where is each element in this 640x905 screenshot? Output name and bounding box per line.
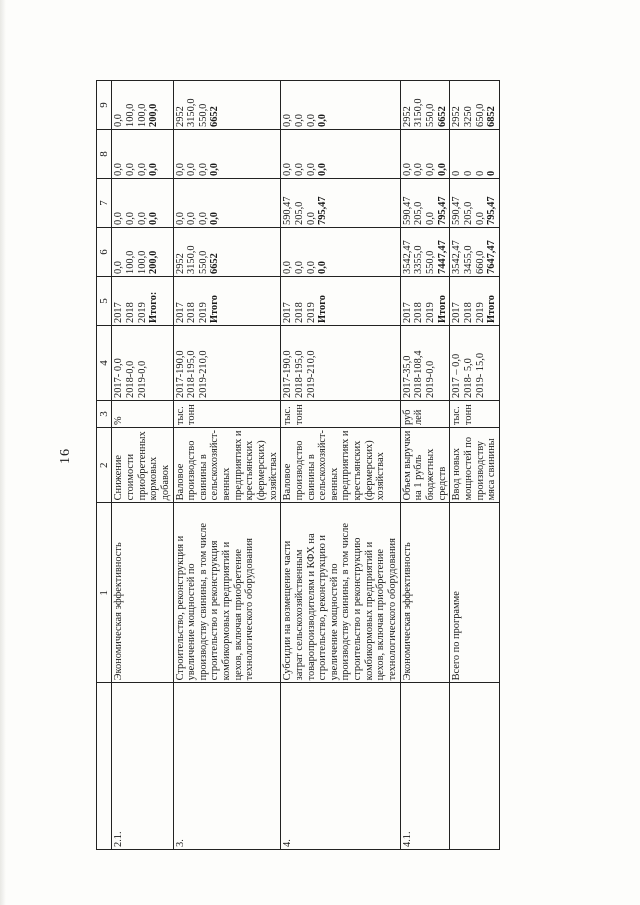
unit-label: руб лей — [401, 409, 425, 425]
value-cell — [112, 81, 173, 130]
unit-cell — [400, 401, 450, 428]
cell-line: 590,47 — [451, 196, 463, 225]
cell-line: комбикормовых предприятий и — [363, 541, 375, 681]
header-cell: 8 — [97, 130, 112, 179]
cell-line: 0,0 — [282, 163, 294, 176]
cell-line: (фермерских) — [363, 440, 375, 501]
cell-line: 2019-210,0 — [197, 350, 209, 398]
cell-line: Итого — [436, 295, 448, 323]
target-values-cell — [400, 326, 450, 401]
activity-cell — [281, 503, 400, 683]
cell-line: 0,0 — [282, 261, 294, 274]
cell-line: 205,0 — [413, 201, 425, 225]
target-values-cell — [173, 326, 281, 401]
header-cell: 3 — [97, 401, 112, 428]
value-cell — [281, 228, 400, 277]
cell-line: 0,0 — [113, 212, 125, 225]
cell-line: 0,0 — [148, 212, 160, 225]
cell-line: 2018 — [124, 302, 136, 323]
cell-line: 0,0 — [174, 163, 186, 176]
cell-line: 2952 — [174, 106, 186, 127]
target-values-cell — [281, 326, 400, 401]
cell-line: 2019- 15,0 — [474, 352, 486, 398]
cell-line: 0,0 — [293, 261, 305, 274]
cell-line: 6652 — [209, 106, 221, 127]
cell-line: затрат сельскохозяйственным — [293, 549, 305, 681]
cell-line: 3150,0 — [186, 245, 198, 274]
header-cell: 2 — [97, 428, 112, 503]
cell-line: 0,0 — [317, 114, 329, 127]
cell-line: производству свинины, в том числе — [340, 523, 352, 681]
cell-line: 0,0 — [124, 212, 136, 225]
value-cell — [112, 179, 173, 228]
cell-line: 6652 — [209, 253, 221, 274]
cell-line: 3542,47 — [401, 240, 413, 274]
cell-line: строительство и реконструкция — [209, 540, 221, 681]
value-cell — [400, 179, 450, 228]
cell-line: 550,0 — [197, 250, 209, 274]
cell-line: Итого: — [148, 291, 160, 323]
cell-line: 0,0 — [113, 163, 125, 176]
row-number-cell — [281, 683, 400, 850]
cell-line: средств — [436, 466, 448, 501]
scan-edge — [0, 0, 6, 905]
cell-line: Ввод новых — [451, 448, 463, 501]
header-cell: 1 — [97, 503, 112, 683]
cell-line: 2017 – 0,0 — [451, 353, 463, 398]
cell-line: Строительство, реконструкция и — [174, 535, 186, 681]
cell-line: 0,0 — [136, 212, 148, 225]
cell-line: 0 — [462, 170, 474, 176]
cell-line: строительство, реконструкцию и — [317, 535, 329, 681]
cell-line: 550,0 — [197, 103, 209, 127]
cell-line: 0,0 — [209, 212, 221, 225]
cell-line: 795,47 — [436, 196, 448, 225]
value-cell — [173, 277, 281, 326]
cell-line: 0,0 — [424, 163, 436, 176]
indicator-cell — [450, 428, 500, 503]
unit-label: тыс. тонн — [282, 404, 305, 425]
cell-line: 205,0 — [293, 201, 305, 225]
row-number: 4. — [282, 839, 294, 847]
cell-line: 2018-0,0 — [124, 360, 136, 398]
value-cell — [400, 81, 450, 130]
cell-line: 100,0 — [124, 250, 136, 274]
cell-line: 0,0 — [293, 114, 305, 127]
cell-line: 0,0 — [413, 163, 425, 176]
unit-cell — [281, 401, 400, 428]
cell-line: 0,0 — [209, 163, 221, 176]
cell-line: 2018- 5,0 — [462, 358, 474, 398]
value-cell — [173, 179, 281, 228]
cell-line: предприятиях и — [232, 430, 244, 501]
rotated-table-wrapper — [96, 80, 596, 850]
value-cell — [281, 179, 400, 228]
row-number: 2.1. — [113, 831, 125, 847]
cell-line: производству — [474, 440, 486, 501]
row-number: 3. — [174, 839, 186, 847]
cell-line: на 1 рубль — [413, 454, 425, 501]
cell-line: крестьянских — [352, 440, 364, 501]
cell-line: 2018 — [186, 302, 198, 323]
value-cell — [112, 130, 173, 179]
cell-line: 0,0 — [197, 163, 209, 176]
cell-line: (фермерских) — [256, 440, 267, 501]
cell-line: 2018 — [462, 302, 474, 323]
cell-line: производство — [293, 440, 305, 501]
cell-line: Объем выручки — [401, 430, 413, 501]
cell-line: 3250 — [462, 106, 474, 127]
cell-line: Снижение — [113, 454, 125, 501]
cell-line: цехов, включая приобретение — [375, 549, 387, 681]
cell-line: 2017-190,0 — [282, 350, 294, 398]
cell-line: Итого — [486, 295, 498, 323]
cell-line: 3150,0 — [186, 98, 198, 127]
cell-line: 0,0 — [474, 212, 486, 225]
indicator-cell — [281, 428, 400, 503]
cell-line: мяса свинины — [486, 438, 498, 501]
cell-line: 2018-108,4 — [413, 350, 425, 398]
cell-line: 550,0 — [424, 103, 436, 127]
cell-line: сельскохозяйст- — [209, 430, 221, 501]
row-number-cell — [112, 683, 173, 850]
cell-line: 0,0 — [401, 163, 413, 176]
cell-line: добавок — [159, 464, 171, 501]
cell-line: 3542,47 — [451, 240, 463, 274]
cell-line: 2019-0,0 — [424, 360, 436, 398]
cell-line: Экономическая эффективность — [401, 542, 413, 681]
cell-line: 2017 — [401, 302, 413, 323]
value-cell — [400, 130, 450, 179]
cell-line: строительство и реконструкцию — [352, 537, 364, 681]
cell-line: 3455,0 — [462, 245, 474, 274]
cell-line: предприятиях и — [340, 430, 352, 501]
row-number-cell — [450, 683, 500, 850]
cell-line: 0,0 — [148, 163, 160, 176]
unit-label: тыс. тонн — [451, 404, 474, 425]
value-cell — [450, 228, 500, 277]
value-cell — [112, 277, 173, 326]
cell-line: 0,0 — [305, 163, 317, 176]
cell-line: Всего по программе — [451, 591, 463, 681]
table-row — [400, 81, 450, 850]
value-cell — [173, 228, 281, 277]
row-number-cell — [400, 683, 450, 850]
cell-line: венных — [328, 467, 340, 501]
header-row — [97, 81, 112, 850]
unit-cell — [450, 401, 500, 428]
cell-line: 0,0 — [174, 212, 186, 225]
cell-line: сельскохозяйст- — [317, 430, 329, 501]
unit-label: тыс. тонн — [174, 404, 198, 425]
target-values-cell — [450, 326, 500, 401]
cell-line: Экономическая эффективность — [113, 542, 125, 681]
cell-line: 2019-210,0 — [305, 350, 317, 398]
cell-line: 2952 — [174, 253, 186, 274]
cell-line: 590,47 — [401, 196, 413, 225]
cell-line: 0,0 — [424, 212, 436, 225]
cell-line: 0,0 — [317, 261, 329, 274]
cell-line: 0,0 — [305, 114, 317, 127]
cell-line: 0,0 — [436, 163, 448, 176]
activity-cell — [173, 503, 281, 683]
cell-line: 100,0 — [136, 103, 148, 127]
program-table — [96, 80, 500, 850]
value-cell — [173, 81, 281, 130]
cell-line: приобретенных — [136, 431, 148, 501]
header-cell — [97, 683, 112, 850]
row-number: 4.1. — [401, 831, 413, 847]
cell-line: увеличение мощностей по — [186, 563, 198, 681]
cell-line: 0 — [451, 170, 463, 176]
cell-line: 205,0 — [462, 201, 474, 225]
cell-line: 2018-195,0 — [186, 350, 198, 398]
cell-line: 0,0 — [317, 163, 329, 176]
cell-line: 0,0 — [305, 212, 317, 225]
indicator-cell — [173, 428, 281, 503]
cell-line: 795,47 — [486, 196, 498, 225]
cell-line: 7447,47 — [436, 240, 448, 274]
table-row — [173, 81, 281, 850]
cell-line: 100,0 — [136, 250, 148, 274]
cell-line: 2019 — [474, 302, 486, 323]
cell-line: хозяйствах — [375, 452, 387, 501]
value-cell — [112, 228, 173, 277]
cell-line: 100,0 — [124, 103, 136, 127]
cell-line: 2017 — [451, 302, 463, 323]
unit-cell — [173, 401, 281, 428]
cell-line: 650,0 — [474, 103, 486, 127]
cell-line: 0,0 — [197, 212, 209, 225]
value-cell — [450, 277, 500, 326]
cell-line: производство — [186, 440, 198, 501]
page-number: 16 — [58, 448, 73, 464]
value-cell — [281, 81, 400, 130]
cell-line: Итого — [317, 295, 329, 323]
header-cell: 9 — [97, 81, 112, 130]
cell-line: 2019 — [136, 302, 148, 323]
header-cell: 5 — [97, 277, 112, 326]
cell-line: венных — [221, 467, 233, 501]
cell-line: технологического оборудования — [387, 538, 399, 681]
activity-cell — [450, 503, 500, 683]
table-row — [281, 81, 400, 850]
indicator-cell — [400, 428, 450, 503]
cell-line: 660,0 — [474, 250, 486, 274]
header-cell: 7 — [97, 179, 112, 228]
cell-line: 2019 — [424, 302, 436, 323]
cell-line: 3355,0 — [413, 245, 425, 274]
cell-line: 0 — [486, 170, 498, 176]
target-values-cell — [112, 326, 173, 401]
value-cell — [450, 130, 500, 179]
cell-line: 6652 — [436, 106, 448, 127]
cell-line: 3150,0 — [413, 98, 425, 127]
cell-line: кормовых — [148, 456, 160, 501]
table-row — [112, 81, 173, 850]
table-row — [450, 81, 500, 850]
cell-line: 7647,47 — [486, 240, 498, 274]
cell-line: цехов, включая приобретение — [232, 549, 244, 681]
cell-line: увеличение мощностей по — [328, 563, 340, 681]
cell-line: товаропроизводителям и КФХ на — [305, 533, 317, 681]
cell-line: крестьянских — [244, 440, 256, 501]
unit-cell — [112, 401, 173, 428]
value-cell — [450, 81, 500, 130]
activity-cell — [112, 503, 173, 683]
cell-line: Субсидии на возмещение части — [282, 540, 294, 681]
cell-line: 550,0 — [424, 250, 436, 274]
cell-line: Итого — [209, 295, 221, 323]
cell-line: 0,0 — [293, 163, 305, 176]
cell-line: 2017- 0,0 — [113, 358, 125, 398]
value-cell — [281, 130, 400, 179]
cell-line: стоимости — [124, 453, 136, 501]
header-cell: 4 — [97, 326, 112, 401]
cell-line: 0,0 — [305, 261, 317, 274]
cell-line: бюджетных — [424, 448, 436, 501]
cell-line: 2019 — [197, 302, 209, 323]
cell-line: 0,0 — [113, 114, 125, 127]
value-cell — [450, 179, 500, 228]
value-cell — [281, 277, 400, 326]
cell-line: хозяйствах — [267, 452, 279, 501]
unit-label: % — [113, 416, 125, 425]
cell-line: 2018-195,0 — [293, 350, 305, 398]
value-cell — [173, 130, 281, 179]
cell-line: Валовое — [282, 463, 294, 501]
cell-line: свинины в — [197, 454, 209, 501]
cell-line: 2017-190,0 — [174, 350, 186, 398]
cell-line: 2019 — [305, 302, 317, 323]
cell-line: 2017 — [282, 302, 294, 323]
table-body — [112, 81, 500, 850]
cell-line: 2017 — [174, 302, 186, 323]
cell-line: 795,47 — [317, 196, 329, 225]
header-cell: 6 — [97, 228, 112, 277]
cell-line: 590,47 — [282, 196, 294, 225]
cell-line: комбикормовых предприятий и — [221, 541, 233, 681]
cell-line: Валовое — [174, 463, 186, 501]
value-cell — [400, 228, 450, 277]
cell-line: 0 — [474, 170, 486, 176]
cell-line: 0,0 — [282, 114, 294, 127]
value-cell — [400, 277, 450, 326]
cell-line: 0,0 — [113, 261, 125, 274]
cell-line: технологического оборудования — [244, 538, 256, 681]
cell-line: 2952 — [451, 106, 463, 127]
cell-line: свинины в — [305, 454, 317, 501]
cell-line: 0,0 — [124, 163, 136, 176]
cell-line: 2019-0,0 — [136, 360, 148, 398]
cell-line: 0,0 — [186, 163, 198, 176]
cell-line: 2952 — [401, 106, 413, 127]
indicator-cell — [112, 428, 173, 503]
cell-line: 2018 — [293, 302, 305, 323]
cell-line: 6852 — [486, 106, 498, 127]
cell-line: 2018 — [413, 302, 425, 323]
cell-line: 2017-35,0 — [401, 355, 413, 398]
cell-line: 200,0 — [148, 103, 160, 127]
cell-line: 200,0 — [148, 250, 160, 274]
cell-line: 2017 — [113, 302, 125, 323]
activity-cell — [400, 503, 450, 683]
cell-line: 0,0 — [186, 212, 198, 225]
cell-line: производству свинины, в том числе — [197, 523, 209, 681]
cell-line: мощностей по — [462, 436, 474, 501]
row-number-cell — [173, 683, 281, 850]
cell-line: 0,0 — [136, 163, 148, 176]
